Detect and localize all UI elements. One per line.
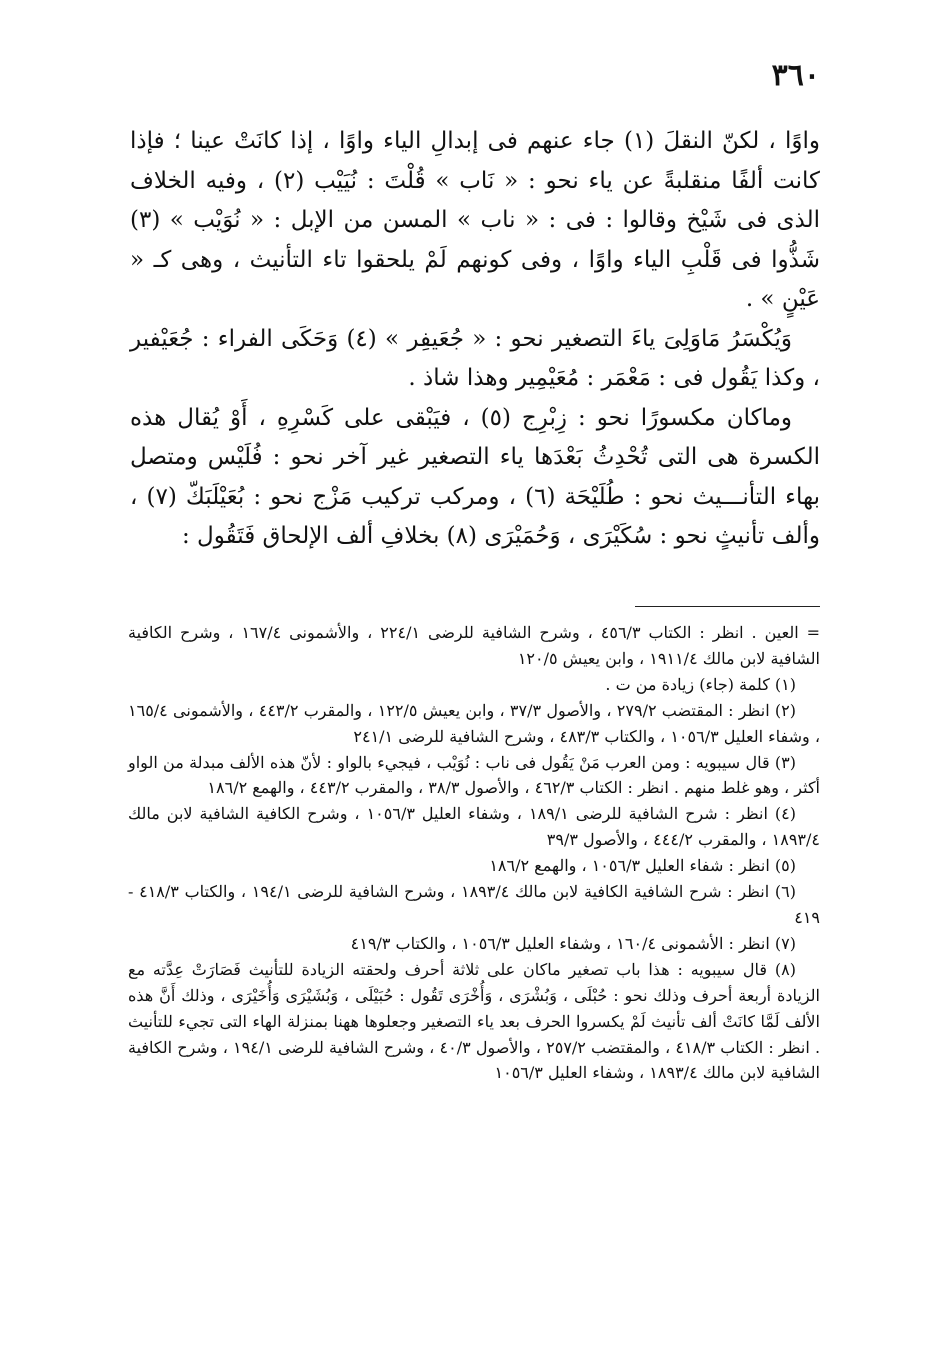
footnote: (١) كلمة (جاء) زيادة من ت . xyxy=(605,674,796,694)
main-paragraph: واوًا ، لكنّ النقلَ (١) جاء عنهم فى إبدالِ الياء واوًا ، إذا كانَتْ عينا ؛ فإذا كانت ألفًا منقلبةً عن ياء نحو : « نَاب » قُلْتَ : نُيَيْب (٢) ، وفيه الخلاف الذى فى شَيْخ وقالوا : فى : « ناب » المسن من الإبل : « نُوَيْب » (٣) شَذُّوا فى قَلْبِ الياء واوًا ، وفى كونهم لَمْ يلحقوا تاء التأنيث ، وهى كـ « عَيْنٍ » . xyxy=(130,128,820,312)
footnotes xyxy=(128,620,820,1086)
footnote: (٨) قال سيبويه : هذا باب تصغير ماكان على ثلاثة أحرف ولحقته الزيادة للتأنيث فَصَارَتْ عِدَّته مع الزيادة أربعة أحرف وذلك نحو : حُبْلَى ، وَبُشْرَى ، وَأُخْرَى تَقُول : حُبَيْلَى ، وَبُشَيْرَى وَأُخَيْرَى ، وذلك أَنَّ هذه الألف لَمَّا كانَتْ ألف تأنيث لَمْ يكسروا الحرف بعد ياء التصغير وجعلوها ههنا بمنزلة الهاء التى تجيء للتأنيث . انظر : الكتاب ٤١٨/٣ ، والمقتضب ٢٥٧/٢ ، والأصول ٤٠/٣ ، وشرح الشافية للرضى ١٩٤/١ ، وشرح الكافية الشافية لابن مالك ١٨٩٣/٤ ، وشفاء العليل ١٠٥٦/٣ xyxy=(128,959,821,1083)
main-paragraph: وَيُكْسَرُ مَاوَلِىَ ياءَ التصغير نحو : « جُعَيفِر » (٤) وَحَكَى الفراء : جُعَيْفير ، وكذا يَقُول فى : مَعْمَر : مُعَيْمِير وهذا شاذ . xyxy=(130,325,820,391)
footnote: (٦) انظر : شرح الشافية الكافية لابن مالك ١٨٩٣/٤ ، وشرح الشافية للرضى ١٩٤/١ ، والكتاب ٤١٨/٣ - ٤١٩ xyxy=(128,882,820,927)
footnote: (٧) انظر : الأشمونى ١٦٠/٤ ، وشفاء العليل ١٠٥٦/٣ ، والكتاب ٤١٩/٣ xyxy=(350,933,796,953)
footnote: (٢) انظر : المقتضب ٢٧٩/٢ ، والأصول ٣٧/٣ ، وابن يعيش ١٢٢/٥ ، والمقرب ٤٤٣/٢ ، والأشمونى ١٦٥/٤ ، وشفاء العليل ١٠٥٦/٣ ، والكتاب ٤٨٣/٣ ، وشرح الشافية للرضى ٢٤١/١ xyxy=(128,700,820,746)
footnote: (٥) انظر : شفاء العليل ١٠٥٦/٣ ، والهمع ١٨٦/٢ xyxy=(489,856,796,876)
main-paragraph: وماكان مكسورًا نحو : زِبْرِج (٥) ، فيَبْقى على كَسْرِهِ ، أَوْ يُقال هذه الكسرة هى التى تُحْدِثُ بَعْدَها ياء التصغير غير آخر نحو : فُلَيْس ومتصل بهاء التأنـــيث نحو : طُلَيْحَة (٦) ، ومركب تركيب مَزْج نحو : بُعَيْلَبَكّ (٧) ، وألف تأنيثٍ نحو : سُكَيْرَى ، وَحُمَيْرَى (٨) بخلافِ ألف الإلحاق فَتَقُول : xyxy=(130,404,820,549)
footnote-divider xyxy=(635,606,820,607)
footnote: (٤) انظر : شرح الشافية للرضى ١٨٩/١ ، وشفاء العليل ١٠٥٦/٣ ، وشرح الكافية الشافية لابن مالك ١٨٩٣/٤ ، والمقرب ٤٤٤/٢ ، والأصول ٣٩/٣ xyxy=(128,804,820,850)
main-text xyxy=(130,122,820,557)
footnote-continuation: = العين . انظر : الكتاب ٤٥٦/٣ ، وشرح الشافية للرضى ٢٢٤/١ ، والأشمونى ١٦٧/٤ ، وشرح الكافية الشافية لابن مالك ١٩١١/٤ ، وابن يعيش ١٢٠/٥ xyxy=(128,623,821,668)
page-number: ٣٦٠ xyxy=(771,58,820,93)
footnote: (٣) قال سيبويه : ومن العرب مَنْ يَقُول فى ناب : نُوَيْب ، فيجيء بالواو : لأنّ هذه الألف مبدلة من الواو أكثر ، وهو غلط منهم . انظر : الكتاب ٤٦٢/٣ ، والأصول ٣٨/٣ ، والمقرب ٤٤٣/٢ ، والهمع ١٨٦/٢ xyxy=(128,752,820,798)
